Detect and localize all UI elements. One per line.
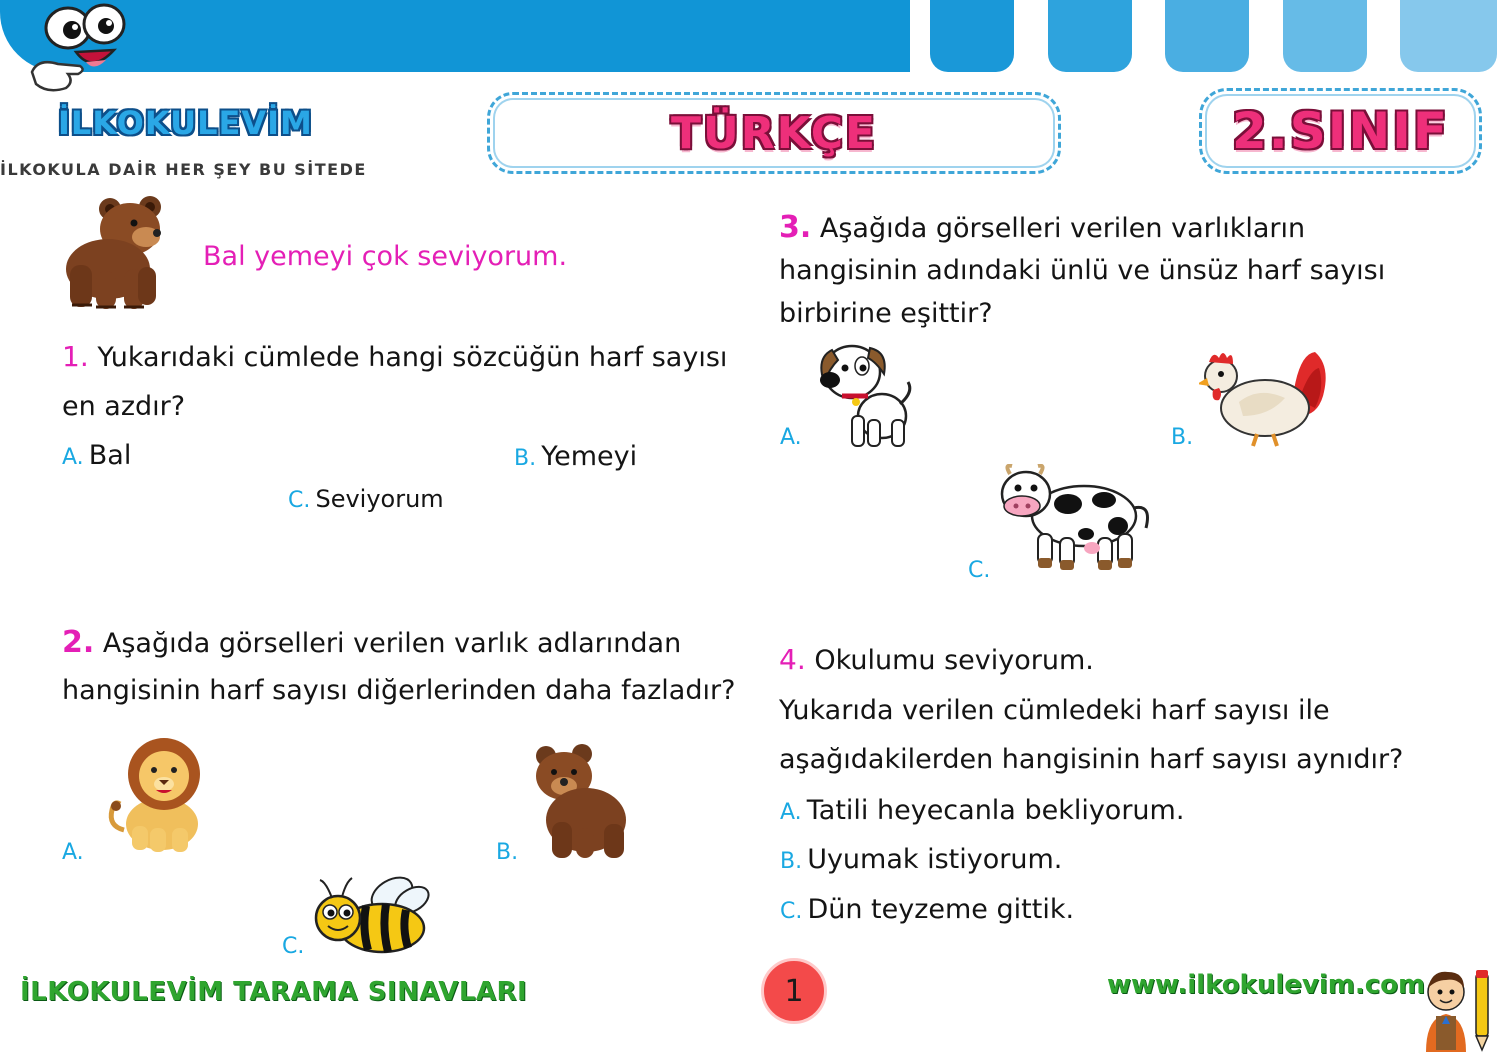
rooster-icon[interactable] — [1199, 346, 1331, 448]
question-4-line-1 — [779, 643, 1094, 676]
dog-icon[interactable] — [812, 338, 914, 448]
page-number-badge — [761, 958, 827, 1024]
option-text: Bal — [88, 440, 132, 471]
grade-title-box — [1199, 88, 1482, 174]
option-letter: B. — [514, 446, 537, 471]
footer-website-link[interactable]: www.ilkokulevim.com — [1107, 970, 1426, 1000]
question-sentence: Okulumu seviyorum. — [814, 645, 1094, 676]
question-text: Aşağıda görselleri verilen varlık adlarından — [102, 628, 682, 659]
footer-series-title: İLKOKULEVİM TARAMA SINAVLARI — [20, 977, 528, 1007]
option-letter: C. — [780, 899, 803, 924]
q4-option-c[interactable] — [780, 894, 1074, 925]
question-number: 2. — [62, 625, 95, 660]
header-tab — [1165, 0, 1249, 72]
q2-option-a-letter[interactable]: A. — [62, 840, 84, 865]
q4-option-a[interactable] — [780, 795, 1184, 826]
question-number: 1. — [62, 340, 89, 373]
option-letter: C. — [288, 488, 311, 513]
question-text: Yukarıdaki cümlede hangi sözcüğün harf sayısı — [97, 342, 728, 373]
q2-option-c-letter[interactable]: C. — [282, 934, 305, 959]
option-text: Yemeyi — [541, 441, 638, 472]
question-4-line-2: Yukarıda verilen cümledeki harf sayısı ile — [779, 695, 1330, 726]
q3-option-b-letter[interactable]: B. — [1171, 425, 1194, 450]
intro-sentence: Bal yemeyi çok seviyorum. — [203, 241, 568, 272]
question-text: Aşağıda görselleri verilen varlıkların — [819, 213, 1306, 244]
option-text: Dün teyzeme gittik. — [807, 894, 1075, 925]
question-3-line-2: hangisinin adındaki ünlü ve ünsüz harf sayısı — [779, 255, 1386, 286]
bee-icon[interactable] — [312, 870, 430, 956]
option-text: Tatili heyecanla bekliyorum. — [806, 795, 1185, 826]
grade-title: 2.SINIF — [1231, 102, 1449, 160]
question-1-line-1 — [62, 340, 728, 373]
question-3-line-3: birbirine eşittir? — [779, 298, 993, 329]
question-1-line-2: en azdır? — [62, 391, 186, 422]
header-tab — [1048, 0, 1132, 72]
mascot-logo-icon — [28, 2, 138, 94]
cow-icon[interactable] — [996, 464, 1152, 574]
question-2-line-1 — [62, 625, 682, 660]
brand-tagline: İLKOKULA DAİR HER ŞEY BU SİTEDE — [0, 160, 367, 179]
brand-logo: İLKOKULEVİM — [58, 104, 313, 142]
q3-option-c-letter[interactable]: C. — [968, 558, 991, 583]
q4-option-b[interactable] — [780, 844, 1062, 875]
question-number: 3. — [779, 210, 812, 245]
page-number: 1 — [784, 973, 804, 1009]
question-3-line-1 — [779, 210, 1306, 245]
lion-icon[interactable] — [106, 734, 210, 854]
q1-option-c[interactable] — [288, 485, 444, 513]
header-tab — [1283, 0, 1367, 72]
option-text: Seviyorum — [315, 485, 444, 513]
student-mascot-icon — [1418, 968, 1496, 1054]
option-letter: A. — [62, 445, 84, 470]
bear-icon — [62, 195, 166, 311]
q3-option-a-letter[interactable]: A. — [780, 425, 802, 450]
option-letter: B. — [780, 849, 803, 874]
option-letter: A. — [780, 800, 802, 825]
bear-icon[interactable] — [530, 744, 630, 860]
question-2-line-2: hangisinin harf sayısı diğerlerinden daha fazladır? — [62, 675, 736, 706]
q1-option-a[interactable] — [62, 440, 131, 471]
option-text: Uyumak istiyorum. — [807, 844, 1063, 875]
subject-title-box — [487, 92, 1061, 174]
header-tab — [1400, 0, 1497, 72]
question-4-line-3: aşağıdakilerden hangisinin harf sayısı aynıdır? — [779, 744, 1404, 775]
question-number: 4. — [779, 643, 806, 676]
q1-option-b[interactable] — [514, 441, 637, 472]
header-tab — [930, 0, 1014, 72]
subject-title: TÜRKÇE — [670, 107, 878, 159]
q2-option-b-letter[interactable]: B. — [496, 840, 519, 865]
